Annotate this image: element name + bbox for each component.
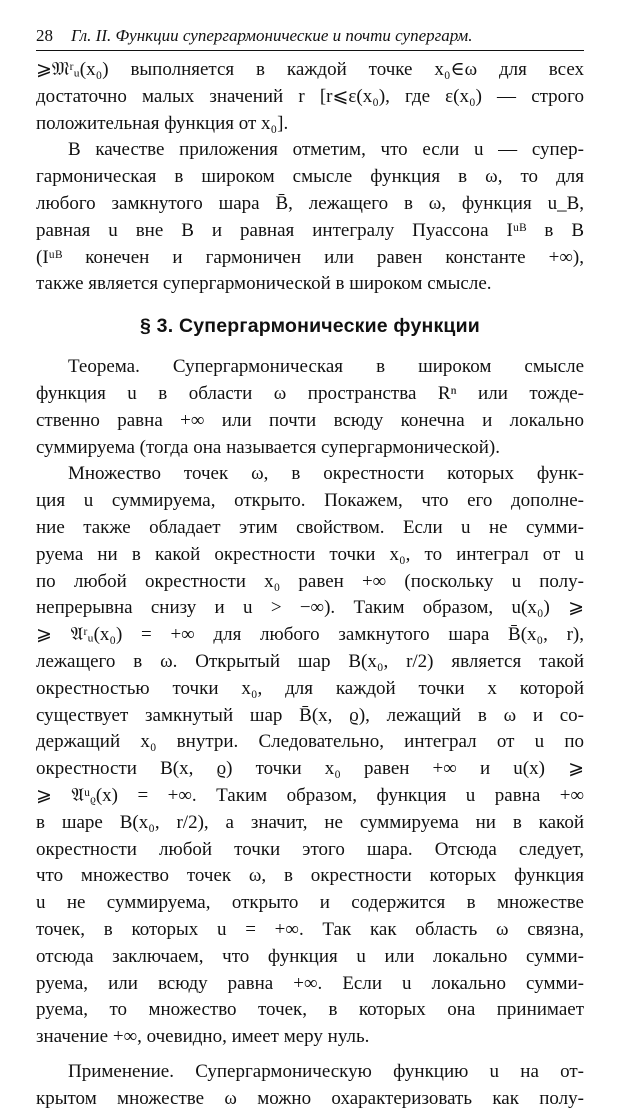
theorem-statement: [36, 354, 584, 461]
text-line: значение +∞, очевидно, имеет меру нуль.: [36, 1026, 370, 1048]
section-heading: § 3. Супергармонические функции: [140, 315, 480, 338]
text-line: любого замкнутого шара B̄, лежащего в ω, функция u_B,: [36, 192, 584, 214]
text-line: окрестности любой точки этого шара. Отсюда следует,: [36, 838, 584, 860]
paragraph-continuation: [36, 57, 584, 137]
text-line: ⩾𝔐ʳᵤ(x₀) выполняется в каждой точке x₀∈ω для всех: [36, 59, 584, 80]
page-number: 28: [36, 26, 53, 45]
text-line: Применение. Супергармоническую функцию u на от-: [68, 1060, 584, 1082]
text-line: гармоническая в широком смысле функция в ω, то для: [36, 166, 584, 188]
proof-paragraph: [36, 461, 584, 1051]
text-line: что множество точек ω, в окрестности которых функция: [36, 865, 584, 887]
text-line: отсюда заключаем, что функция u или локально сумми-: [36, 945, 584, 967]
application-paragraph: [36, 1059, 584, 1112]
text-line: равная u вне B и равная интегралу Пуассона Iᵘᴮ в B: [36, 219, 584, 241]
book-page: [36, 26, 584, 1112]
text-line: u не суммируема, открыто и содержится в множестве: [36, 892, 584, 914]
text-line: суммируема (тогда она называется супергармонической).: [36, 436, 500, 458]
text-line: точек, в которых u = +∞. Так как область ω связна,: [36, 918, 584, 940]
text-line: ция u суммируема, открыто. Покажем, что его дополне-: [36, 490, 584, 512]
running-head-title: Гл. II. Функции супергармонические и почти супергарм.: [71, 26, 473, 45]
text-line: В качестве приложения отметим, что если u — супер-: [68, 139, 584, 161]
text-line: крытом множестве ω можно охарактеризовать как полу-: [36, 1087, 584, 1109]
text-line: держащий x₀ внутри. Следовательно, интеграл от u по: [36, 731, 584, 753]
text-line: функция u в области ω пространства Rⁿ или тожде-: [36, 382, 584, 404]
text-line: окрестностью точки x₀, для каждой точки x которой: [36, 677, 584, 699]
text-line: ственно равна +∞ или почти всюду конечна и локально: [36, 409, 584, 431]
paragraph-application-note: [36, 137, 584, 298]
running-head: [36, 26, 584, 51]
text-line: по любой окрестности x₀ равен +∞ (поскольку u полу-: [36, 570, 584, 592]
text-line: ⩾ 𝔄ᵘᵨ(x) = +∞. Таким образом, функция u равна +∞: [36, 784, 584, 806]
text-line: положительная функция от x₀].: [36, 112, 289, 134]
text-line: также является супергармонической в широком смысле.: [36, 273, 492, 295]
text-line: лежащего в ω. Открытый шар B(x₀, r/2) является такой: [36, 650, 584, 672]
text-line: (Iᵘᴮ конечен и гармоничен или равен константе +∞),: [36, 246, 584, 268]
text-line: ⩾ 𝔄ʳᵤ(x₀) = +∞ для любого замкнутого шара B̄(x₀, r),: [36, 624, 584, 646]
text-line: руема ни в какой окрестности точки x₀, то интеграл от u: [36, 543, 584, 565]
text-line: окрестности B(x, ϱ) точки x₀ равен +∞ и u(x) ⩾: [36, 758, 584, 780]
text-line: Теорема. Супергармоническая в широком смысле: [68, 356, 584, 378]
text-line: достаточно малых значений r [r⩽ε(x₀), где ε(x₀) — строго: [36, 85, 584, 107]
text-line: ние также обладает этим свойством. Если u не сумми-: [36, 516, 584, 538]
text-line: Множество точек ω, в окрестности которых функ-: [68, 463, 584, 485]
text-line: руема, то множество точек, в которых она принимает: [36, 999, 584, 1021]
text-line: в шаре B(x₀, r/2), а значит, не суммируема ни в какой: [36, 811, 584, 833]
paragraph-gap: [36, 1051, 584, 1059]
text-line: непрерывна снизу и u > −∞). Таким образом, u(x₀) ⩾: [36, 597, 584, 619]
text-line: существует замкнутый шар B̄(x, ϱ), лежащий в ω и со-: [36, 704, 584, 726]
text-line: руема, или всюду равна +∞. Если u локально сумми-: [36, 972, 584, 994]
